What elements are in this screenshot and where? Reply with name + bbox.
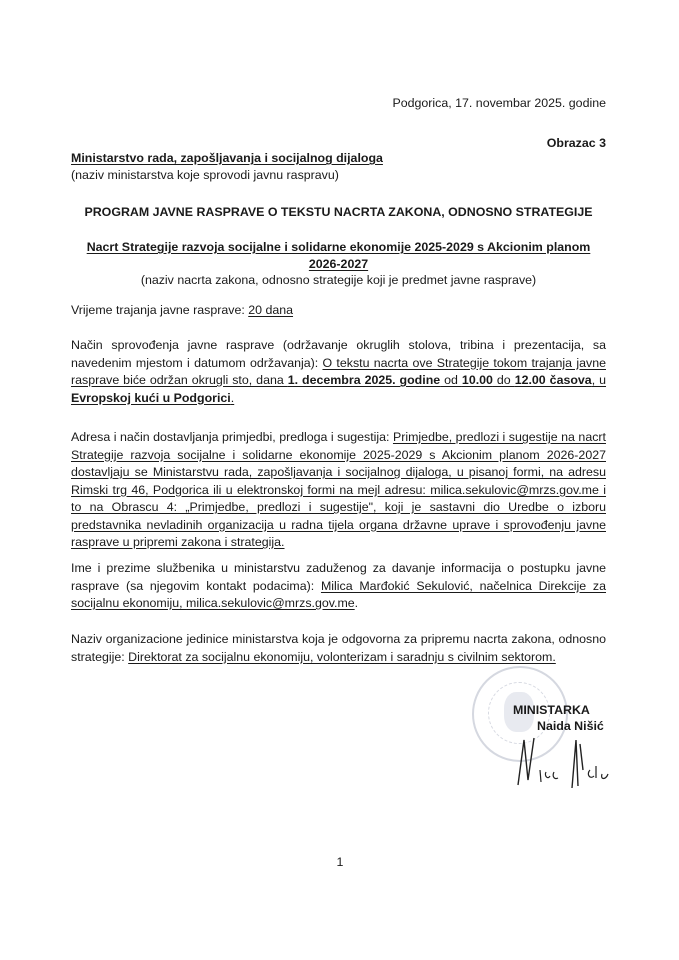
draft-caption: (naziv nacrta zakona, odnosno strategije koji je predmet javne rasprave) [140,273,537,287]
method-value: O tekstu nacrta ove Strategije tokom trajanja javne rasprave biće održan okrugli sto, dana 1. decembra 2025. godine od 10.00 do 12.00 časova, u Evropskoj kući u Podgorici [71,355,607,405]
duration-value: 20 dana [248,303,294,317]
officer-paragraph: Ime i prezime službenika u ministarstvu zaduženog za davanje informacija o postupku javne rasprave (sa njegovim kontakt podacima): Milica Marđokić Sekulović, načelnica Direkcije za socijalnu ekonomiju, milica.sekulovic@mrzs.gov.me. [71,561,606,610]
handwritten-signature-icon [510,730,620,790]
unit-value: Direktorat za socijalnu ekonomiju, volonterizam i saradnju s civilnim sektorom. [128,649,556,664]
method-label: Način sprovođenja javne rasprave (održavanje okruglih stolova, tribina i prezentacija, sa navedenim mjestom i datumom održavanja): [71,338,606,370]
officer-email-link[interactable]: milica.sekulovic@mrzs.gov.me [186,596,355,610]
place-date: Podgorica, 17. novembar 2025. godine [392,96,606,110]
ministry-caption: (naziv ministarstva koje sprovodi javnu raspravu) [71,168,339,182]
page-number: 1 [336,855,344,869]
ministry-name: Ministarstvo rada, zapošljavanja i socijalnog dijaloga [71,151,383,165]
document-title: PROGRAM JAVNE RASPRAVE O TEKSTU NACRTA ZAKONA, ODNOSNO STRATEGIJE [84,205,593,219]
signatory-title: MINISTARKA [513,703,590,717]
address-email-link[interactable]: milica.sekulovic@mrzs.gov.me [430,482,599,497]
form-label: Obrazac 3 [546,136,606,150]
address-paragraph [71,429,606,552]
address-value: Primjedbe, predlozi i sugestije na nacrt Strategije razvoja socijalne i solidarne ekonomije 2025-2029 s Akcionim planom 2026-2027 dostavljaju se Ministarstvu rada, zapošljavanja i socijalnog dijaloga, u pisanoj formi, na adresu Rimski trg 46, Podgorica ili u elektronskoj formi na mejl adresu: milica.sekulovic@mrzs.gov.me i to na Obrascu 4: „Primjedbe, predlozi i sugestije", koji je sastavni dio Uredbe o izboru predstavnika nevladinih organizacija u radna tijela organa državne uprave i sprovođenju javne rasprave u pripremi zakona i strategija. [71,430,607,549]
duration-row [71,303,293,317]
signatory-name: Naida Nišić [537,719,604,733]
officer-label: Ime i prezime službenika u ministarstvu zaduženog za davanje informacija o postupku javne rasprave (sa njegovim kontakt podacima): [71,561,606,593]
address-label: Adresa i način dostavljanja primjedbi, predloga i sugestija: [71,430,393,444]
duration-label: Vrijeme trajanja javne rasprave: [71,303,249,317]
method-paragraph: Način sprovođenja javne rasprave (održavanje okruglih stolova, tribina i prezentacija, sa navedenim mjestom i datumom održavanja): O tekstu nacrta ove Strategije tokom trajanja javne rasprave biće održan okrugli sto, dana 1. decembra 2025. godine od 10.00 do 12.00 časova, u Evropskoj kući u Podgorici. [71,338,607,405]
draft-name-line2: 2026-2027 [308,257,369,271]
unit-paragraph [71,631,606,666]
draft-name-line1: Nacrt Strategije razvoja socijalne i solidarne ekonomije 2025-2029 s Akcionim planom [86,240,591,254]
unit-label: Naziv organizacione jedinice ministarstva koja je odgovorna za pripremu nacrta zakona, odnosno strategije: [71,632,606,664]
